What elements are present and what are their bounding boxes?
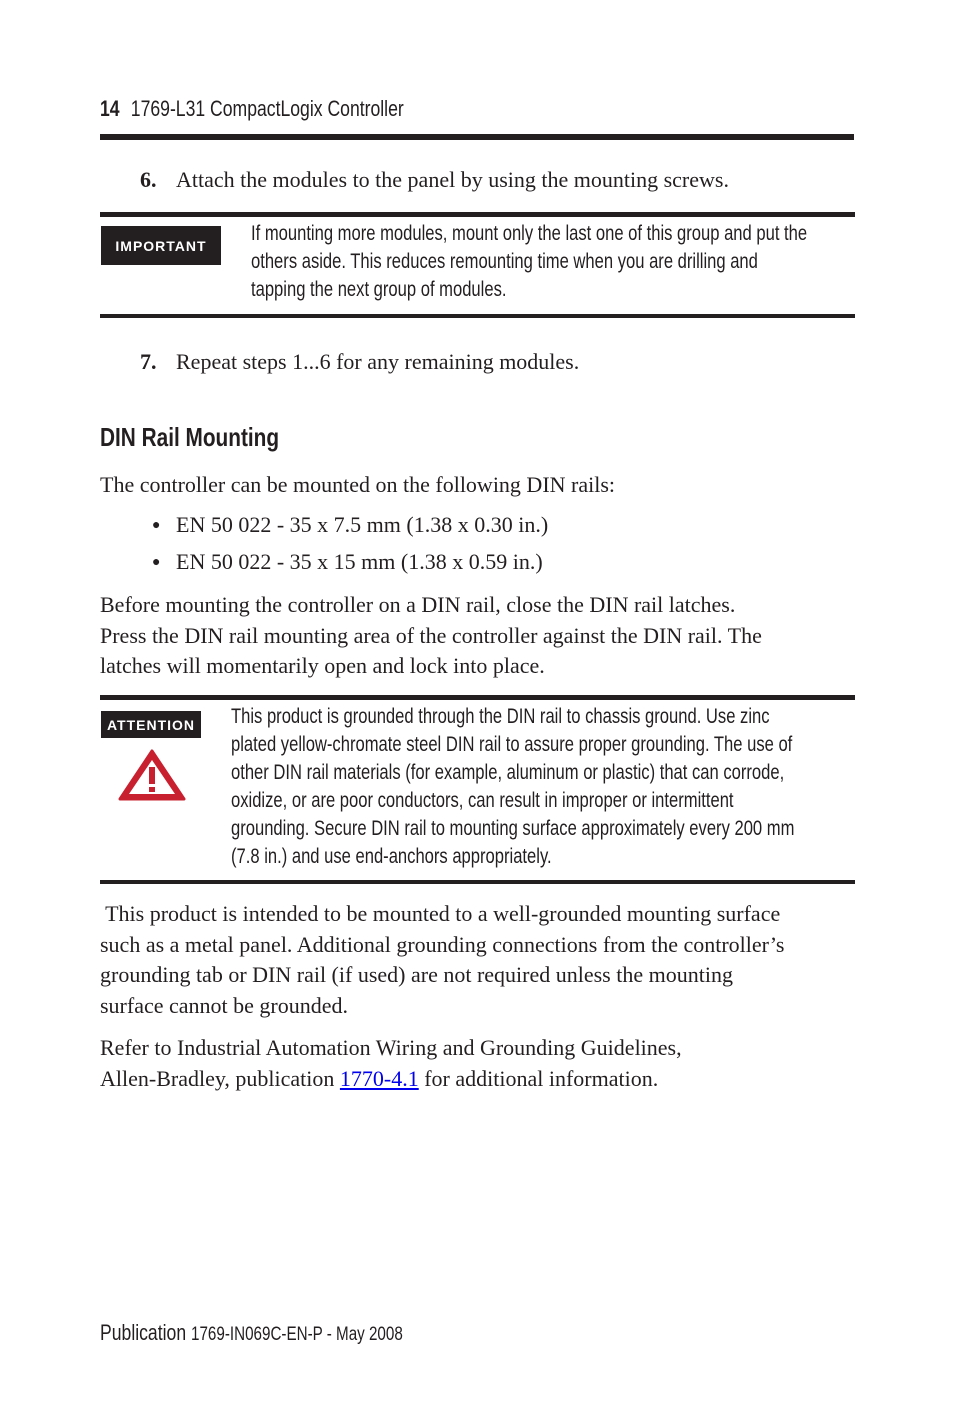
bullet-icon: ● bbox=[152, 555, 161, 570]
header-rule bbox=[100, 134, 854, 140]
important-line: If mounting more modules, mount only the last one of this group and put the bbox=[251, 222, 808, 245]
attention-bottom-rule bbox=[100, 880, 855, 884]
step-number: 6. bbox=[140, 167, 157, 192]
attention-line: plated yellow-chromate steel DIN rail to assure proper grounding. The use of bbox=[231, 733, 793, 756]
important-bottom-rule bbox=[100, 314, 855, 318]
reference-paragraph: Refer to Industrial Automation Wiring and Grounding Guidelines, Allen-Bradley, publication 1770-4.1 for additional information. bbox=[100, 1035, 682, 1091]
step-7 bbox=[140, 347, 579, 377]
important-text bbox=[251, 220, 954, 304]
page-footer bbox=[100, 1318, 479, 1350]
header-line bbox=[100, 94, 404, 124]
step-6 bbox=[140, 165, 729, 195]
important-line: others aside. This reduces remounting time when you are drilling and bbox=[251, 250, 758, 273]
important-top-rule bbox=[100, 212, 855, 217]
warning-triangle-icon bbox=[117, 748, 187, 802]
list-item: ● EN 50 022 - 35 x 15 mm (1.38 x 0.59 in.) bbox=[152, 547, 543, 578]
page-header bbox=[100, 94, 480, 124]
important-line: tapping the next group of modules. bbox=[251, 278, 507, 301]
list-item: ● EN 50 022 - 35 x 7.5 mm (1.38 x 0.30 in.) bbox=[152, 510, 548, 541]
step-text: Attach the modules to the panel by using the mounting screws. bbox=[176, 167, 729, 192]
din-rail-paragraph: Before mounting the controller on a DIN rail, close the DIN rail latches. Press the DIN rail mounting area of the controller against the DIN rail. The latches will momentarily open and lock into place. bbox=[100, 592, 762, 678]
important-tag-label: IMPORTANT bbox=[115, 237, 207, 254]
grounding-paragraph: This product is intended to be mounted to a well-grounded mounting surface such as a metal panel. Additional grounding connections from the controller’s grounding tab or DIN rail (if used) are not required unless the mounting surface cannot be grounded. bbox=[100, 901, 785, 1018]
important-tag bbox=[101, 226, 221, 265]
attention-tag bbox=[101, 711, 201, 738]
publication-link[interactable]: 1770-4.1 bbox=[339, 1065, 419, 1091]
attention-line: grounding. Secure DIN rail to mounting surface approximately every 200 mm bbox=[231, 817, 795, 840]
attention-text bbox=[231, 703, 944, 871]
step-text: Repeat steps 1...6 for any remaining modules. bbox=[176, 349, 580, 374]
footer-label: Publication bbox=[100, 1320, 187, 1345]
attention-line: other DIN rail materials (for example, aluminum or plastic) that can corrode, bbox=[231, 761, 785, 784]
section-intro: The controller can be mounted on the following DIN rails: bbox=[100, 472, 616, 497]
section-heading: DIN Rail Mounting bbox=[100, 422, 280, 452]
page-number: 14 bbox=[100, 96, 120, 121]
footer-publication: 1769-IN069C-EN-P - May 2008 bbox=[191, 1324, 403, 1345]
attention-top-rule bbox=[100, 695, 855, 700]
header-title: 1769-L31 CompactLogix Controller bbox=[130, 96, 404, 121]
attention-line: This product is grounded through the DIN rail to chassis ground. Use zinc bbox=[231, 705, 770, 728]
step-number: 7. bbox=[140, 349, 157, 374]
attention-tag-label: ATTENTION bbox=[106, 716, 196, 733]
attention-line: oxidize, or are poor conductors, can result in improper or intermittent bbox=[231, 789, 734, 812]
bullet-icon: ● bbox=[152, 518, 161, 533]
attention-line: (7.8 in.) and use end-anchors appropriately. bbox=[231, 845, 552, 868]
